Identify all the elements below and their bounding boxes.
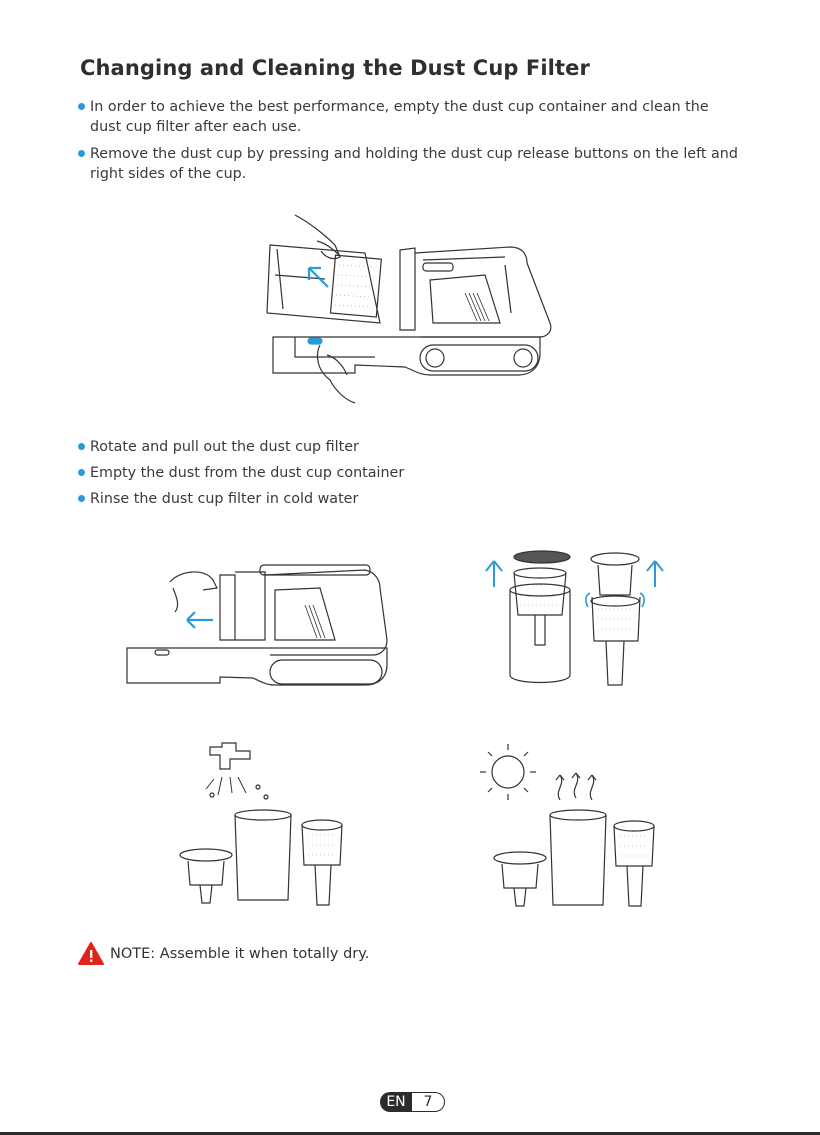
- intro-bullet-list: [78, 97, 738, 191]
- bullet-text: Rinse the dust cup filter in cold water: [90, 491, 359, 507]
- page-title: Changing and Cleaning the Dust Cup Filter: [80, 56, 590, 80]
- page-indicator: [380, 1092, 445, 1112]
- page-number: 7: [412, 1092, 445, 1112]
- rinse-illustration: [170, 735, 360, 910]
- bullet-item: [78, 144, 738, 184]
- warning-icon: [78, 942, 104, 966]
- bullet-text: In order to achieve the best performance, empty the dust cup container and clean the dust cup filter after each use.: [90, 99, 709, 135]
- pull-filter-illustration: [125, 560, 390, 690]
- bullet-dot-icon: [78, 443, 85, 450]
- bullet-item: [78, 437, 578, 457]
- filter-disassembly-illustration: [480, 545, 675, 695]
- remove-dust-cup-illustration: [255, 205, 565, 405]
- bullet-item: [78, 97, 738, 137]
- bullet-dot-icon: [78, 469, 85, 476]
- dry-illustration: [478, 740, 668, 910]
- bullet-text: Rotate and pull out the dust cup filter: [90, 439, 359, 455]
- bullet-item: [78, 463, 578, 483]
- note-text: NOTE: Assemble it when totally dry.: [110, 946, 370, 962]
- language-badge: EN: [380, 1092, 412, 1112]
- bullet-dot-icon: [78, 495, 85, 502]
- note: [78, 942, 369, 966]
- bullet-text: Remove the dust cup by pressing and holding the dust cup release buttons on the left and right sides of the cup.: [90, 146, 738, 182]
- bullet-dot-icon: [78, 103, 85, 110]
- steps-bullet-list: [78, 437, 578, 515]
- bullet-text: Empty the dust from the dust cup container: [90, 465, 405, 481]
- bullet-dot-icon: [78, 150, 85, 157]
- bullet-item: [78, 489, 578, 509]
